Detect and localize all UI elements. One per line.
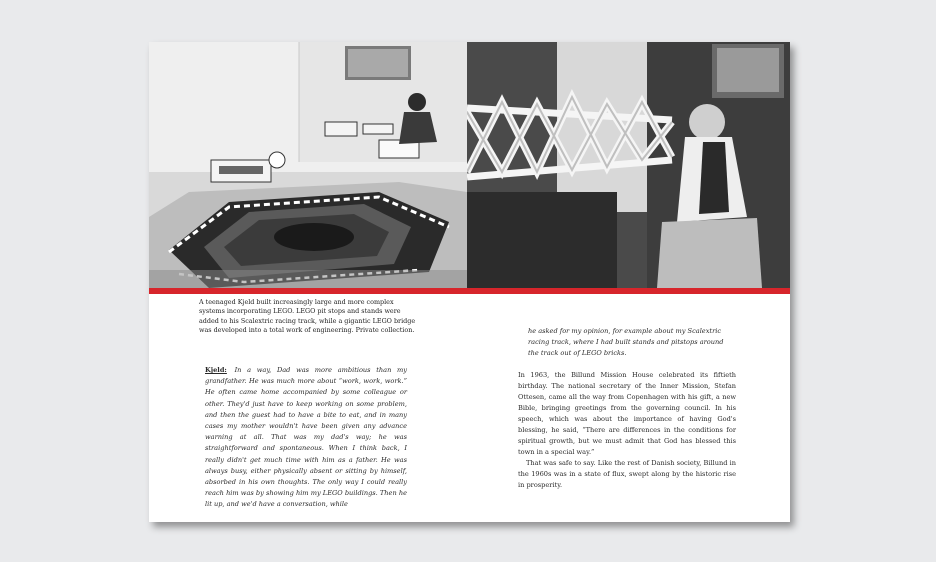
photo-racing-track	[149, 42, 467, 288]
lego-bridge-photo-image	[467, 42, 790, 288]
photo-lego-bridge	[467, 42, 790, 288]
right-paragraph-2: That was safe to say. Like the rest of Danish society, Billund in the 1960s was in a state of flux, swept along by the historic rise in prosperity.	[518, 459, 736, 489]
right-column-text	[518, 326, 736, 491]
right-quote: he asked for my opinion, for example about my Scalextric racing track, where I had built stands and pitstops around the track out of LEGO bricks.	[528, 327, 724, 357]
book-spread	[149, 42, 790, 522]
left-column-text	[205, 365, 407, 511]
racing-track-photo-image	[149, 42, 467, 288]
left-body-text: In a way, Dad was more ambitious than my grandfather. He was much more about “work, work, work.” He often came home accompanied by some colleague or other. They'd just have to keep working on some problem, and then the guest had to have a bite to eat, and in many cases my mother wouldn't have been given any advance warning at all. That was my dad's way; he was straightforward and spontaneous. When I think back, I really didn't get much time with him as a father. He was always busy, either physically absent or sitting by himself, absorbed in his own thoughts. The only way I could really reach him was by showing him my LEGO buildings. Then he lit up, and we'd have a conversation, while	[205, 366, 407, 509]
speaker-label: Kjeld:	[205, 366, 227, 374]
photo-caption: A teenaged Kjeld built increasingly large and more complex systems incorporating LEGO. LEGO pit stops and stands were added to his Scalextric racing track, while a gigantic LEGO bridge was developed into a total work of engineering. Private collection.	[199, 298, 416, 334]
right-paragraph-1: In 1963, the Billund Mission House celebrated its fiftieth birthday. The national secretary of the Inner Mission, Stefan Ottesen, came all the way from Copenhagen with his gift, a new Bible, bringing greetings from the governing council. In his speech, which was about the importance of having God's blessing, he said, “There are differences in the conditions for spiritual growth, but we must admit that God has blessed this town in a special way.”	[518, 371, 736, 456]
red-accent-bar	[149, 288, 790, 294]
